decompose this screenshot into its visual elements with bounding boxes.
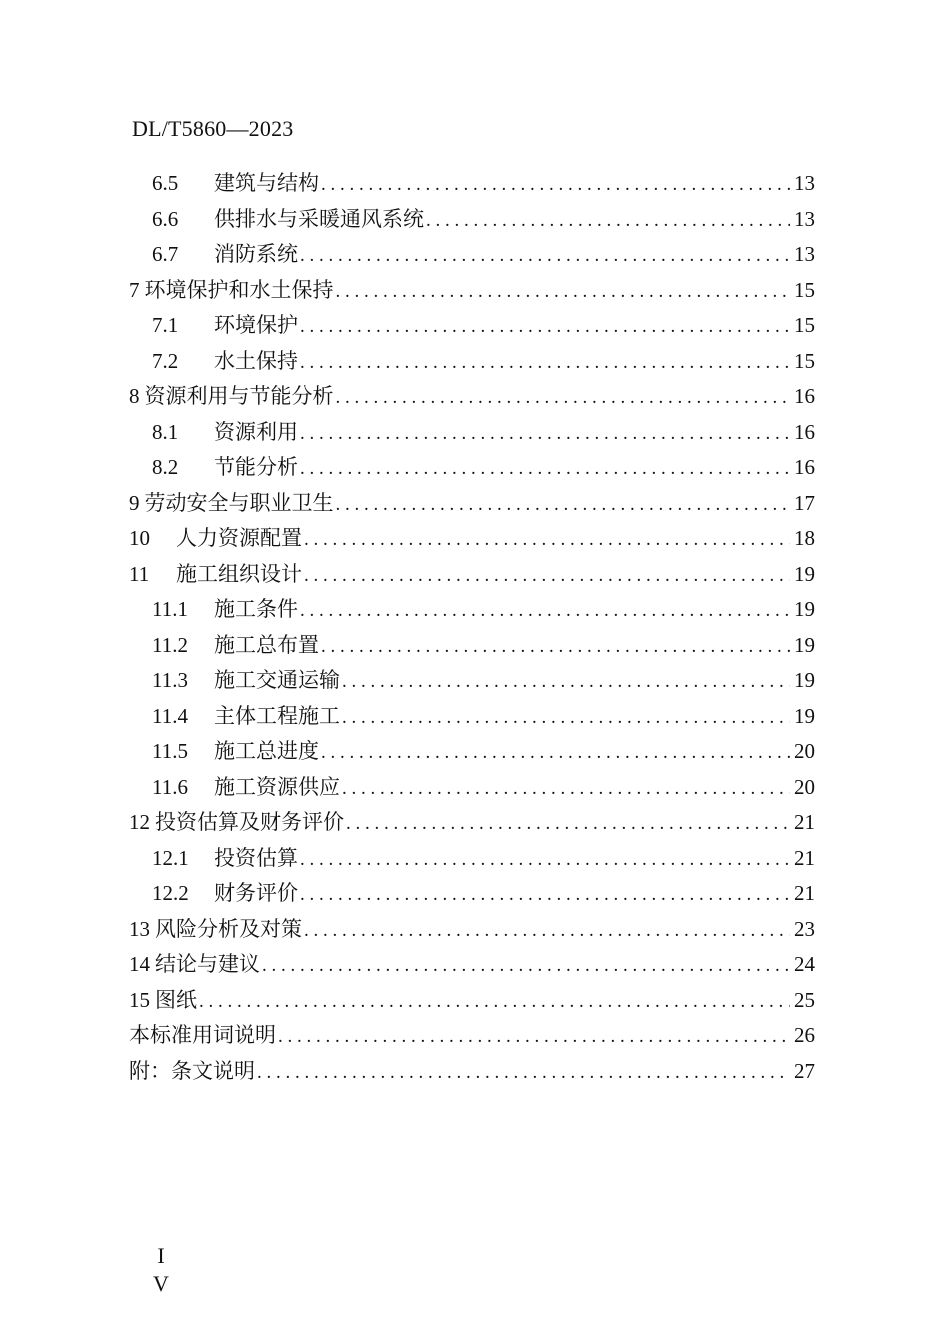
toc-entry[interactable]	[129, 308, 815, 344]
toc-entry-number: 15	[129, 987, 150, 1012]
toc-entry-page: 15	[794, 348, 815, 373]
toc-entry-title: 施工交通运输	[214, 668, 340, 692]
toc-entry-number: 6.5	[152, 171, 179, 195]
toc-entry[interactable]	[129, 983, 815, 1019]
toc-entry-number: 9	[129, 490, 140, 515]
toc-entry-page: 15	[794, 277, 815, 302]
toc-entry-title: 建筑与结构	[214, 171, 319, 195]
toc-dot-leader	[300, 451, 790, 486]
toc-entry-title: 图纸	[155, 987, 197, 1012]
toc-dot-leader	[336, 274, 791, 309]
toc-entry-page: 20	[794, 739, 815, 763]
toc-entry-page: 25	[794, 987, 815, 1012]
toc-entry-number: 11.3	[152, 668, 188, 692]
toc-dot-leader	[199, 984, 790, 1019]
toc-entry-number: 14	[129, 952, 150, 976]
toc-entry-page: 19	[794, 703, 815, 728]
toc-entry-number: 12.2	[152, 881, 189, 905]
toc-entry-page: 16	[794, 455, 815, 479]
toc-dot-leader	[300, 842, 790, 877]
toc-entry[interactable]	[129, 663, 815, 699]
page-number-line-1: I	[157, 1243, 165, 1268]
toc-dot-leader	[321, 735, 790, 770]
toc-dot-leader	[321, 629, 790, 664]
toc-entry-number: 11.2	[152, 632, 188, 657]
toc-dot-leader	[304, 522, 790, 557]
toc-entry[interactable]	[129, 841, 815, 877]
toc-entry-page: 19	[794, 561, 815, 586]
toc-entry-title: 结论与建议	[155, 952, 260, 976]
toc-entry-title: 施工总进度	[214, 739, 319, 763]
toc-entry-page: 23	[794, 916, 815, 941]
toc-entry-title: 投资估算	[214, 845, 298, 870]
document-code: DL/T5860—2023	[132, 116, 294, 141]
toc-entry-page: 13	[794, 171, 815, 195]
toc-entry-title: 施工总布置	[214, 632, 319, 657]
toc-entry[interactable]	[129, 912, 815, 948]
toc-dot-leader	[342, 771, 790, 806]
toc-entry-title: 施工组织设计	[176, 561, 302, 586]
toc-entry-title: 施工条件	[214, 597, 298, 621]
toc-entry[interactable]	[129, 628, 815, 664]
toc-entry-number: 6.7	[152, 242, 179, 266]
toc-dot-leader	[300, 416, 790, 451]
toc-entry-title: 消防系统	[214, 242, 298, 266]
toc-entry-page: 19	[794, 668, 815, 692]
toc-entry[interactable]	[129, 947, 815, 983]
toc-entry[interactable]	[129, 1054, 815, 1090]
toc-entry[interactable]	[129, 344, 815, 380]
toc-entry-page: 20	[794, 774, 815, 799]
toc-entry[interactable]	[129, 450, 815, 486]
toc-entry-title: 水土保持	[214, 348, 298, 373]
toc-entry[interactable]	[129, 202, 815, 238]
toc-entry-title: 风险分析及对策	[155, 916, 302, 941]
toc-entry-number: 8	[129, 384, 140, 408]
toc-entry-number: 11.1	[152, 597, 188, 621]
toc-entry-number: 8.2	[152, 455, 179, 479]
toc-entry-title: 本标准用词说明	[129, 1023, 276, 1047]
toc-entry[interactable]	[129, 592, 815, 628]
toc-entry-number: 13	[129, 916, 150, 941]
toc-entry-number: 11.6	[152, 774, 188, 799]
toc-entry[interactable]	[129, 1018, 815, 1054]
toc-entry[interactable]	[129, 273, 815, 309]
toc-dot-leader	[336, 487, 791, 522]
toc-entry-title: 资源利用与节能分析	[144, 384, 334, 408]
toc-entry[interactable]	[129, 876, 815, 912]
toc-entry[interactable]	[129, 237, 815, 273]
toc-entry-title: 环境保护和水土保持	[144, 277, 334, 302]
toc-entry[interactable]	[129, 486, 815, 522]
toc-entry-title: 财务评价	[214, 881, 298, 905]
toc-entry-page: 16	[794, 384, 815, 408]
toc-dot-leader	[262, 948, 790, 983]
toc-entry-number: 7.2	[152, 348, 179, 373]
toc-entry-title: 资源利用	[214, 419, 298, 444]
table-of-contents	[129, 166, 815, 1089]
toc-entry-number: 11.5	[152, 739, 188, 763]
toc-entry-number: 6.6	[152, 206, 179, 231]
page-number-line-2: V	[153, 1271, 169, 1296]
toc-entry[interactable]	[129, 166, 815, 202]
toc-entry-number: 8.1	[152, 419, 179, 444]
toc-entry[interactable]	[129, 734, 815, 770]
toc-dot-leader	[278, 1019, 790, 1054]
toc-dot-leader	[300, 593, 790, 628]
toc-entry-title: 人力资源配置	[176, 526, 302, 550]
toc-dot-leader	[346, 806, 790, 841]
toc-entry-number: 10	[129, 526, 150, 550]
toc-entry[interactable]	[129, 379, 815, 415]
toc-entry-title: 投资估算及财务评价	[155, 810, 344, 834]
toc-entry-number: 11	[129, 561, 150, 586]
toc-entry-page: 15	[794, 313, 815, 337]
toc-entry-title: 环境保护	[214, 313, 298, 337]
toc-dot-leader	[300, 309, 790, 344]
toc-entry-page: 17	[794, 490, 815, 515]
toc-entry-page: 21	[794, 845, 815, 870]
toc-entry-page: 19	[794, 632, 815, 657]
toc-entry-page: 13	[794, 242, 815, 266]
toc-dot-leader	[336, 380, 791, 415]
toc-dot-leader	[300, 345, 790, 380]
toc-entry-page: 13	[794, 206, 815, 231]
toc-entry-title: 节能分析	[214, 455, 298, 479]
toc-dot-leader	[426, 203, 790, 238]
toc-entry-page: 16	[794, 419, 815, 444]
toc-dot-leader	[304, 913, 790, 948]
toc-entry[interactable]	[129, 557, 815, 593]
toc-entry-page: 18	[794, 526, 815, 550]
toc-entry[interactable]	[129, 415, 815, 451]
toc-entry-page: 19	[794, 597, 815, 621]
toc-dot-leader	[300, 877, 790, 912]
toc-dot-leader	[257, 1055, 790, 1090]
toc-entry[interactable]	[129, 770, 815, 806]
toc-entry[interactable]	[129, 699, 815, 735]
toc-entry-page: 24	[794, 952, 815, 976]
toc-entry[interactable]	[129, 521, 815, 557]
toc-entry-title: 主体工程施工	[214, 703, 340, 728]
toc-entry-page: 27	[794, 1058, 815, 1083]
toc-entry-title: 施工资源供应	[214, 774, 340, 799]
toc-entry-title: 附：条文说明	[129, 1058, 255, 1083]
toc-entry-page: 26	[794, 1023, 815, 1047]
toc-dot-leader	[321, 167, 790, 202]
toc-entry-title: 劳动安全与职业卫生	[144, 490, 334, 515]
toc-entry-number: 11.4	[152, 703, 188, 728]
toc-entry-number: 7	[129, 277, 140, 302]
toc-entry-number: 7.1	[152, 313, 179, 337]
toc-dot-leader	[300, 238, 790, 273]
toc-entry-number: 12	[129, 810, 150, 834]
page-number	[151, 1242, 171, 1298]
toc-dot-leader	[342, 700, 790, 735]
toc-dot-leader	[304, 558, 790, 593]
toc-entry-title: 供排水与采暖通风系统	[214, 206, 424, 231]
toc-entry[interactable]	[129, 805, 815, 841]
toc-entry-page: 21	[794, 881, 815, 905]
toc-entry-number: 12.1	[152, 845, 189, 870]
toc-dot-leader	[342, 664, 790, 699]
toc-entry-page: 21	[794, 810, 815, 834]
